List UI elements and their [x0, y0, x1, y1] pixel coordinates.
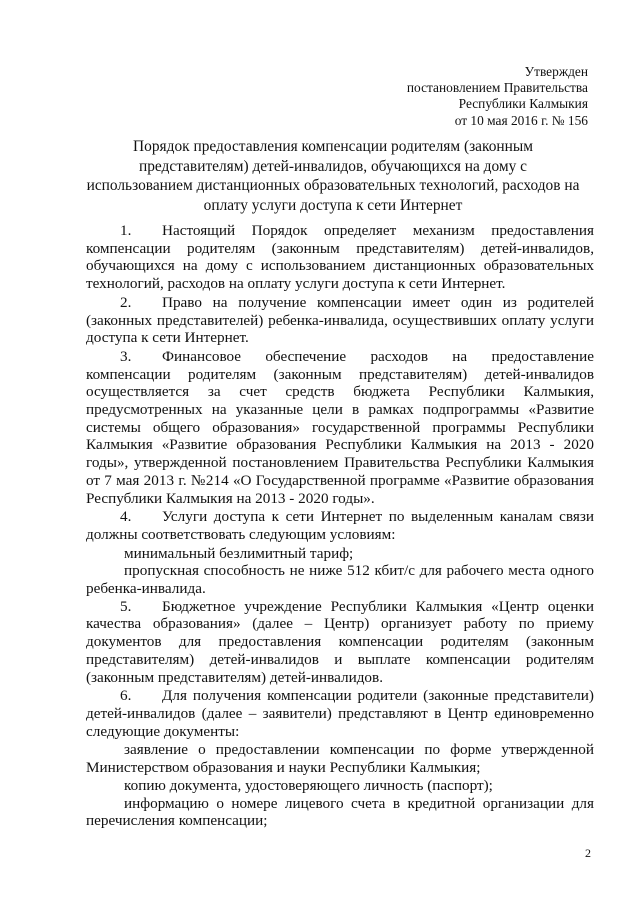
- list-item: пропускная способность не ниже 512 кбит/с для рабочего места одного ребенка-инвалида.: [86, 562, 594, 598]
- paragraph-4: [86, 508, 594, 543]
- approval-line-4: от 10 мая 2016 г. № 156: [454, 112, 588, 128]
- paragraph-number: 3.: [120, 347, 132, 365]
- paragraph-number: 5.: [120, 597, 132, 615]
- page-number: 2: [585, 846, 591, 860]
- paragraph-number: 2.: [120, 293, 132, 311]
- approval-line-3: Республики Калмыкия: [458, 96, 588, 112]
- paragraph-2: [86, 294, 594, 347]
- document-body: [86, 222, 594, 830]
- approval-line-2: постановлением Правительства: [406, 80, 588, 96]
- list-item: копию документа, удостоверяющего личность (паспорт);: [124, 776, 493, 794]
- paragraph-text: Бюджетное учреждение Республики Калмыкия «Центр оценки качества образования» (далее – Центр) организует работу по приему документов для предоставления компенсации родителям (законным представителям) детей-инвалидов и выплате компенсации родителям (законным представителям) детей-инвалидов.: [86, 597, 594, 686]
- paragraph-6: [86, 687, 594, 740]
- paragraph-text: Финансовое обеспечение расходов на предоставление компенсации родителям (законным представителям) детей-инвалидов осуществляется за счет средств бюджета Республики Калмыкия, предусмотренных на указанные цели в рамках подпрограммы «Развитие системы общего образования» государственной программы Республики Калмыкия «Развитие образования Республики Калмыкия на 2013 - 2020 годы», утвержденной постановлением Правительства Республики Калмыкия от 7 мая 2013 г. №214 «О Государственной программе «Развитие образования Республики Калмыкия на 2013 - 2020 годы».: [86, 347, 594, 507]
- list-item: информацию о номере лицевого счета в кредитной организации для перечисления компенсации;: [86, 794, 594, 830]
- paragraph-text: Для получения компенсации родители (законные представители) детей-инвалидов (далее – заявители) представляют в Центр единовременно следующие документы:: [86, 687, 594, 740]
- paragraph-text: Право на получение компенсации имеет один из родителей (законных представителей) ребенка-инвалида, осуществивших оплату услуги доступа к сети Интернет.: [86, 293, 594, 347]
- list-item: минимальный безлимитный тариф;: [124, 544, 354, 562]
- paragraph-3: [86, 348, 594, 507]
- paragraph-5: [86, 598, 594, 687]
- approval-stamp: [328, 64, 588, 129]
- paragraph-text: Настоящий Порядок определяет механизм предоставления компенсации родителям (законным представителям) детей-инвалидов, обучающихся на дому с использованием дистанционных образовательных технологий, расходов на оплату услуги доступа к сети Интернет.: [86, 222, 594, 293]
- approval-line-1: Утвержден: [524, 64, 588, 79]
- list-item: заявление о предоставлении компенсации по форме утвержденной Министерством образования и науки Республики Калмыкия;: [86, 741, 594, 777]
- paragraph-text: Услуги доступа к сети Интернет по выделенным каналам связи должны соответствовать следующим условиям:: [86, 508, 594, 543]
- paragraph-1: [86, 222, 594, 293]
- paragraph-number: 4.: [120, 508, 132, 526]
- paragraph-number: 1.: [120, 222, 132, 239]
- paragraph-number: 6.: [120, 687, 132, 705]
- document-title: Порядок предоставления компенсации родителям (законным представителям) детей-инвалидов, обучающихся на дому с использованием дистанционных образовательных технологий, расходов на оплату услуги доступа к сети Интернет: [86, 138, 580, 214]
